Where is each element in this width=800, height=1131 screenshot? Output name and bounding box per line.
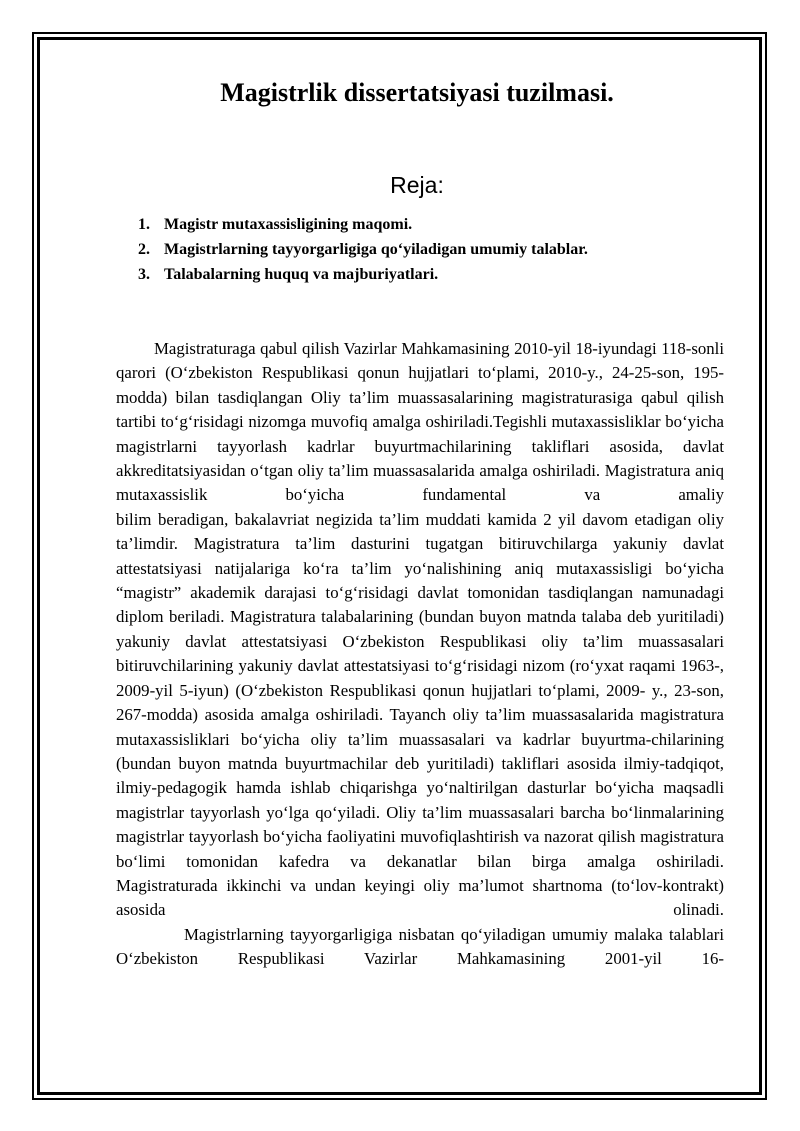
plan-heading: Reja: xyxy=(390,172,444,198)
plan-item-text: Magistrlarning tayyorgarligiga qo‘yiladigan umumiy talablar. xyxy=(164,241,588,258)
body-paragraph: Magistraturaga qabul qilish Vazirlar Mahkamasining 2010-yil 18-iyundagi 118-sonli qarori (O‘zbekiston Respublikasi qonun hujjatlari to‘plami, 2010-y., 24-25-son, 195-modda) bilan tasdiqlangan Oliy ta’lim muassasalarining magistraturasiga qabul qilish tartibi to‘g‘risidagi nizomga muvofiq amalga oshiriladi.Tegishli mutaxassisliklar bo‘yicha magistrlarni tayyorlash kadrlar buyurtmachilarining takliflari asosida, davlat akkreditatsiyasidan o‘tgan oliy ta’lim muassasalarida amalga oshiriladi. Magistratura aniq mutaxassislik bo‘yicha fundamental va amaliy xyxy=(116,339,724,505)
document-title: Magistrlik dissertatsiyasi tuzilmasi. xyxy=(220,78,614,107)
plan-item-text: Magistr mutaxassisligining maqomi. xyxy=(164,216,413,233)
body-paragraph: bilim beradigan, bakalavriat negizida ta’lim muddati kamida 2 yil davom etadigan oliy ta’limdir. Magistratura ta’lim dasturini tugatgan bitiruvchilarga yakuniy davlat attestatsiyasi natijalariga ko‘ra ta’lim yo‘nalishining aniq mutaxassisligi bo‘yicha “magistr” akademik darajasi to‘g‘risidagi davlat tomonidan tasdiqlangan namunadagi diplom beriladi. Magistratura talabalarining (bundan buyon matnda talaba deb yuritiladi) yakuniy davlat attestatsiyasi O‘zbekiston Respublikasi oliy ta’lim muassasalari bitiruvchilarining yakuniy davlat attestatsiyasi to‘g‘risidagi nizom (ro‘yxat raqami 1963-, 2009-yil 5-iyun) (O‘zbekiston Respublikasi qonun hujjatlari to‘plami, 2009- y., 23-son, 267-modda) asosida amalga oshiriladi. Tayanch oliy ta’lim muassasalarida magistratura mutaxassisliklari bo‘yicha oliy ta’lim muassasalari va kadrlar buyurtma-chilarining (bundan buyon matnda buyurtmachilar deb yuritiladi) takliflari asosida ilmiy-tadqiqot, ilmiy-pedagogik hamda ishlab chiqarishga yo‘naltirilgan dasturlar bo‘yicha maqsadli magistrlar tayyorlash yo‘lga qo‘yiladi. Oliy ta’lim muassasalari barcha bo‘linmalarining magistrlar tayyorlash bo‘yicha faoliyatini muvofiqlashtirish va nazorat qilish magistratura bo‘limi tomonidan kafedra va dekanatlar bilan birga amalga oshiriladi. xyxy=(116,509,724,871)
body-text xyxy=(116,337,724,972)
plan-item-number: 2. xyxy=(138,241,150,258)
plan-list xyxy=(138,212,588,287)
plan-item xyxy=(138,262,588,287)
body-paragraph: Magistrlarning tayyorgarligiga nisbatan qo‘yiladigan umumiy malaka talablari O‘zbekiston Respublikasi Vazirlar Mahkamasining 2001-yil 16- xyxy=(116,924,724,969)
plan-item-number: 1. xyxy=(138,216,150,233)
plan-item xyxy=(138,237,588,262)
plan-item xyxy=(138,212,588,237)
plan-item-number: 3. xyxy=(138,266,150,283)
plan-item-text: Talabalarning huquq va majburiyatlari. xyxy=(164,266,439,283)
body-paragraph: Magistraturada ikkinchi va undan keyingi oliy ma’lumot shartnoma (to‘lov-kontrakt) asosida olinadi. xyxy=(116,875,724,920)
